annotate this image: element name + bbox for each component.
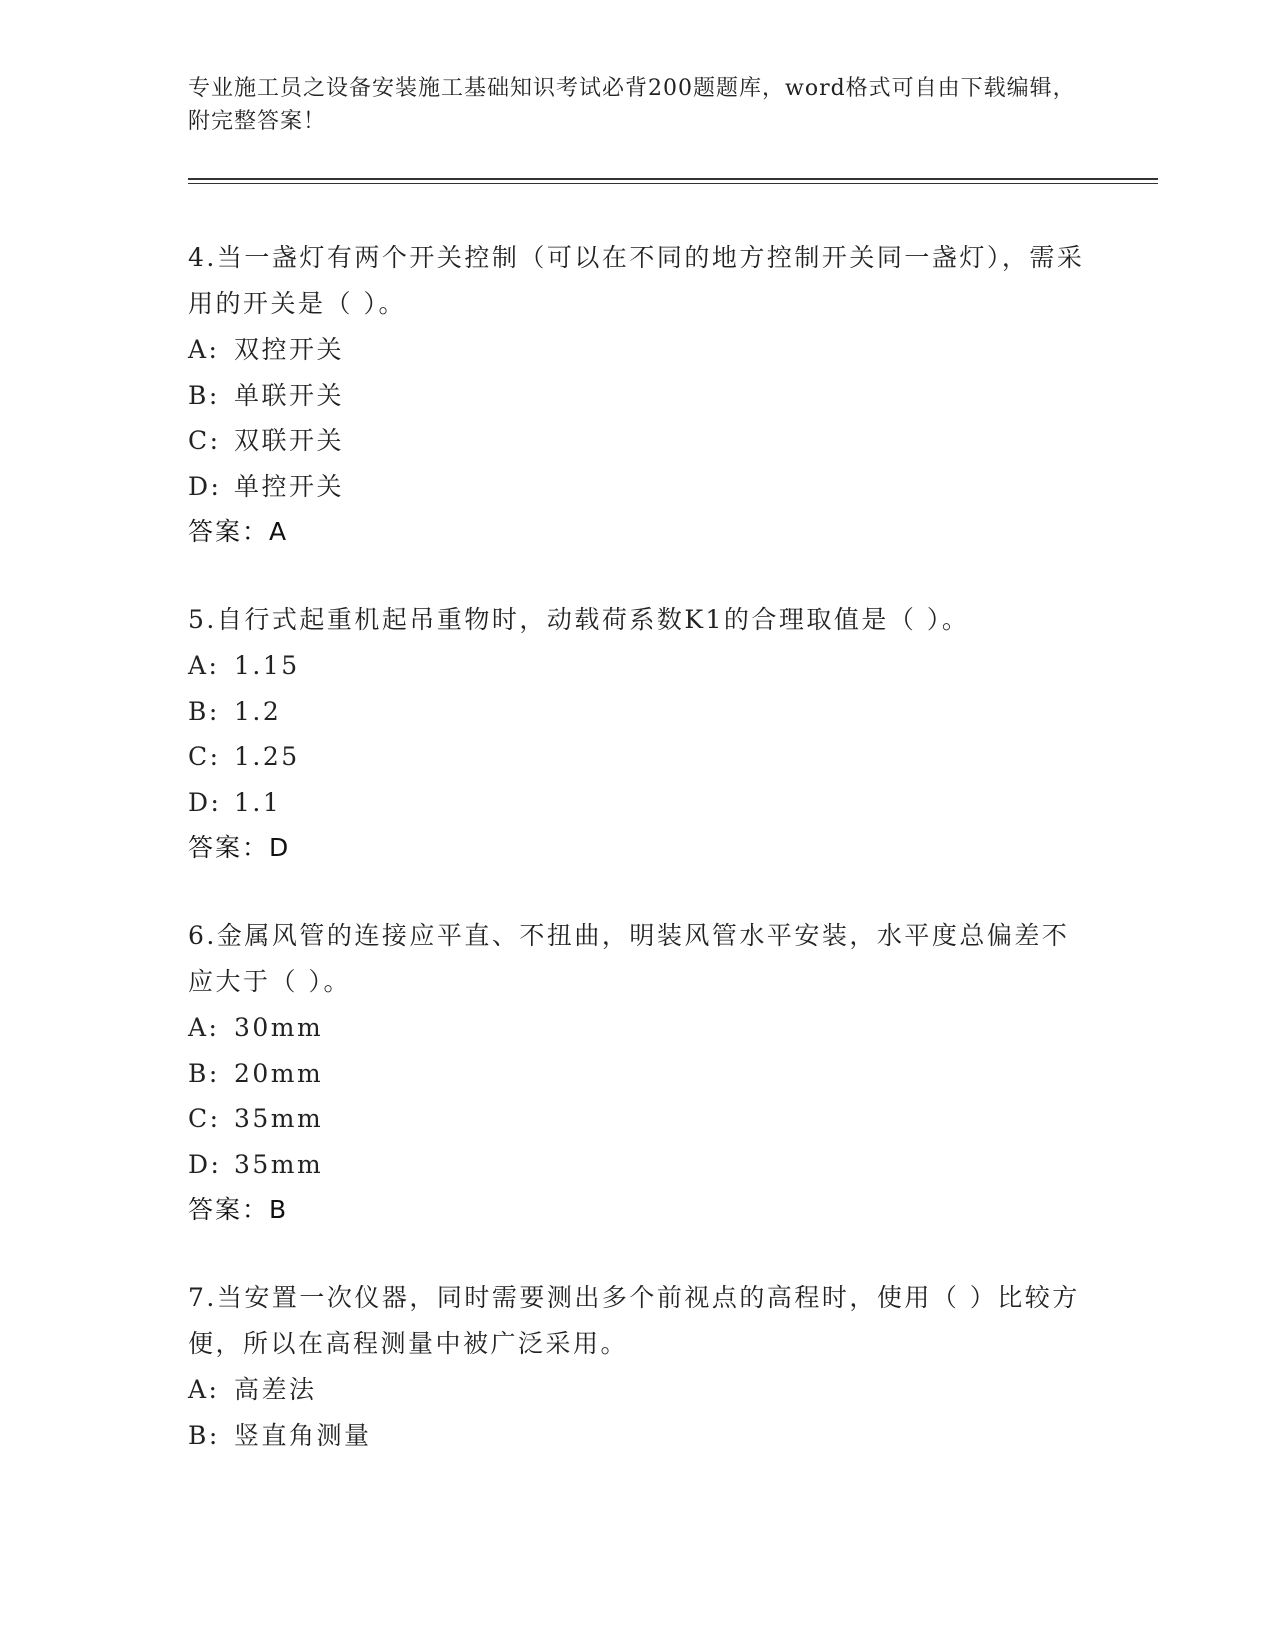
option-d: [188, 464, 1088, 510]
option-text: 竖直角测量: [234, 1420, 372, 1450]
option-letter: C:: [188, 1104, 221, 1133]
answer-line: 答案：B: [188, 1195, 289, 1224]
option-b: [188, 1413, 1088, 1459]
option-b: [188, 1051, 1088, 1097]
question-stem: 4.当一盏灯有两个开关控制（可以在不同的地方控制开关同一盏灯），需采用的开关是（ ）。: [188, 243, 1085, 318]
option-d: [188, 780, 1088, 826]
option-text: 1.1: [234, 787, 282, 817]
option-text: 1.15: [234, 651, 300, 680]
option-letter: D:: [188, 787, 222, 817]
option-letter: D:: [188, 471, 222, 501]
option-b: [188, 689, 1088, 735]
option-text: 35mm: [234, 1104, 324, 1133]
option-a: [188, 327, 1088, 373]
question-item: [188, 1275, 1088, 1458]
option-text: 单控开关: [234, 471, 345, 501]
option-letter: C:: [188, 742, 221, 771]
option-text: 35mm: [234, 1149, 324, 1179]
option-letter: A:: [188, 1375, 220, 1404]
option-letter: A:: [188, 335, 220, 364]
option-text: 1.25: [234, 742, 300, 771]
option-text: 双联开关: [234, 426, 345, 455]
option-text: 20mm: [234, 1058, 324, 1088]
question-stem: 7.当安置一次仪器，同时需要测出多个前视点的高程时，使用（ ）比较方便，所以在高程测量中被广泛采用。: [188, 1283, 1080, 1358]
question-stem: 5.自行式起重机起吊重物时，动载荷系数K1的合理取值是（ ）。: [188, 605, 970, 634]
answer-line: 答案：D: [188, 833, 291, 862]
question-item: [188, 235, 1088, 555]
question-item: [188, 913, 1088, 1233]
option-a: [188, 643, 1088, 689]
option-text: 30mm: [234, 1013, 324, 1042]
question-list: [188, 235, 1088, 1500]
option-text: 单联开关: [234, 380, 345, 410]
option-letter: A:: [188, 1013, 220, 1042]
option-letter: B:: [188, 1058, 220, 1088]
option-c: [188, 734, 1088, 780]
option-c: [188, 418, 1088, 464]
option-letter: C:: [188, 426, 221, 455]
question-stem: 6.金属风管的连接应平直、不扭曲，明装风管水平安装，水平度总偏差不应大于（ ）。: [188, 921, 1070, 996]
option-letter: B:: [188, 696, 220, 726]
question-item: [188, 597, 1088, 871]
option-a: [188, 1367, 1088, 1413]
answer-line: 答案：A: [188, 517, 289, 546]
document-header: [188, 72, 1088, 138]
option-letter: B:: [188, 1420, 220, 1450]
option-letter: A:: [188, 651, 220, 680]
option-b: [188, 373, 1088, 419]
option-d: [188, 1142, 1088, 1188]
option-text: 1.2: [234, 696, 282, 726]
header-title: 专业施工员之设备安装施工基础知识考试必背200题题库，word格式可自由下载编辑，附完整答案！: [188, 76, 1076, 134]
option-c: [188, 1096, 1088, 1142]
option-text: 双控开关: [234, 335, 345, 364]
header-divider: [188, 178, 1158, 184]
option-letter: D:: [188, 1149, 222, 1179]
option-letter: B:: [188, 380, 220, 410]
option-text: 高差法: [234, 1375, 317, 1404]
option-a: [188, 1005, 1088, 1051]
